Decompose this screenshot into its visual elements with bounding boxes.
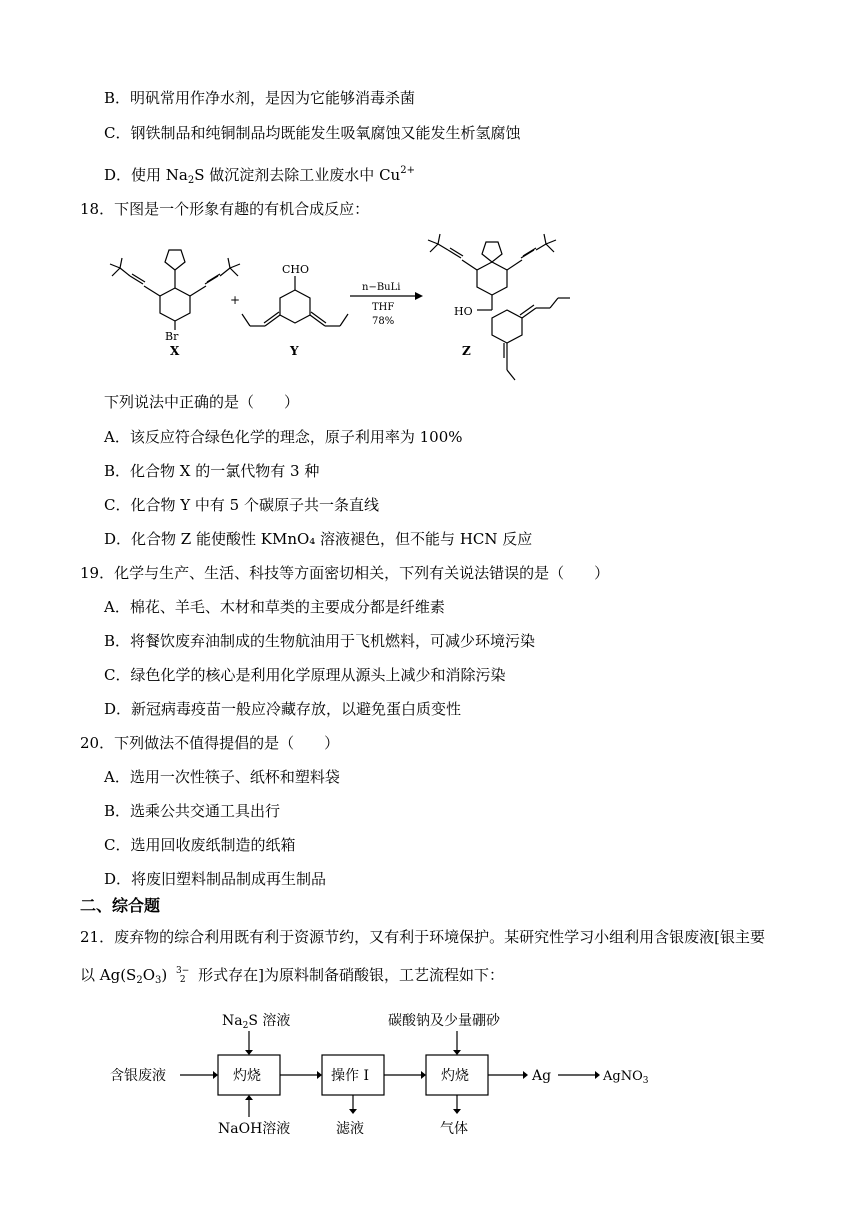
q17-option-c: C．钢铁制品和纯铜制品均既能发生吸氧腐蚀又能发生析氢腐蚀: [104, 124, 521, 142]
q20-stem: 20．下列做法不值得提倡的是（ ）: [80, 734, 340, 752]
label-y: Y: [290, 344, 299, 358]
q19-option-c: C．绿色化学的核心是利用化学原理从源头上减少和消除污染: [104, 666, 506, 684]
q18-stem: 18．下图是一个形象有趣的有机合成反应：: [80, 200, 370, 218]
q20-option-c: C．选用回收废纸制造的纸箱: [104, 836, 296, 854]
reagent-label: n−BuLi: [362, 282, 401, 293]
section-title: 二、综合题: [80, 896, 161, 915]
flow-agno3: AgNO$_3$: [603, 1069, 649, 1086]
q17-option-b: B．明矾常用作净水剂，是因为它能够消毒杀菌: [104, 89, 416, 107]
q21-stem-line2: 以 $Ag(S_2O_3)$ 3− 2 形式存在]为原料制备硝酸银，工艺流程如下：: [80, 966, 504, 986]
z-ho-label: HO: [454, 305, 473, 318]
flow-bottom-2: 滤液: [336, 1121, 364, 1137]
label-x: X: [170, 344, 180, 358]
x-dioxolane-ring: [165, 250, 185, 270]
x-benzene-ring: [160, 288, 190, 321]
x-br-label: Br: [165, 330, 179, 343]
flow-top-1: $Na_2S$ 溶液: [222, 1013, 291, 1031]
q19-option-a: A．棉花、羊毛、木材和草类的主要成分都是纤维素: [104, 598, 445, 616]
y-benzene-ring: [280, 290, 310, 323]
flow-bottom-1: NaOH溶液: [218, 1121, 291, 1137]
z-benzene-ring-bottom: [492, 310, 522, 343]
solvent-label: THF: [372, 302, 395, 313]
plus-sign: +: [230, 293, 241, 307]
q20-option-b: B．选乘公共交通工具出行: [104, 802, 281, 820]
q18-prompt: 下列说法中正确的是（ ）: [104, 393, 300, 411]
flow-ag: Ag: [532, 1068, 552, 1084]
q21-stem-line1: 21．废弃物的综合利用既有利于资源节约，又有利于环境保护。某研究性学习小组利用含银废液[银主要: [80, 928, 765, 946]
q18-option-b: B．化合物 X 的一氯代物有 3 种: [104, 462, 320, 480]
reaction-scheme: [100, 218, 600, 388]
flow-box-1-label: 灼烧: [233, 1068, 261, 1084]
process-flow-diagram: [100, 1005, 700, 1145]
flow-bottom-3: 气体: [440, 1121, 468, 1137]
flow-box-2-label: 操作 I: [331, 1068, 369, 1084]
q19-option-b: B．将餐饮废弃油制成的生物航油用于飞机燃料，可减少环境污染: [104, 632, 536, 650]
q18-option-d: D．化合物 Z 能使酸性 KMnO₄ 溶液褪色，但不能与 HCN 反应: [104, 530, 533, 548]
q18-option-c: C．化合物 Y 中有 5 个碳原子共一条直线: [104, 496, 379, 514]
q19-stem: 19．化学与生产、生活、科技等方面密切相关，下列有关说法错误的是（ ）: [80, 564, 610, 582]
q20-option-d: D．将废旧塑料制品制成再生制品: [104, 870, 327, 888]
q18-option-a: A．该反应符合绿色化学的理念，原子利用率为 100%: [104, 428, 463, 446]
q17-option-d: D．使用 $Na_2S$ 做沉淀剂去除工业废水中 $Cu^{2+}$: [104, 165, 415, 186]
z-dioxolane-ring: [482, 242, 502, 262]
q19-option-d: D．新冠病毒疫苗一般应冷藏存放，以避免蛋白质变性: [104, 700, 462, 718]
flow-input: 含银废液: [110, 1068, 166, 1084]
z-benzene-ring-top: [477, 262, 507, 295]
label-z: Z: [462, 344, 471, 358]
flow-top-3: 碳酸钠及少量硼砂: [388, 1013, 500, 1029]
y-cho-label: CHO: [282, 263, 310, 276]
yield-label: 78%: [372, 316, 395, 327]
flow-box-3-label: 灼烧: [441, 1068, 469, 1084]
q20-option-a: A．选用一次性筷子、纸杯和塑料袋: [104, 768, 340, 786]
